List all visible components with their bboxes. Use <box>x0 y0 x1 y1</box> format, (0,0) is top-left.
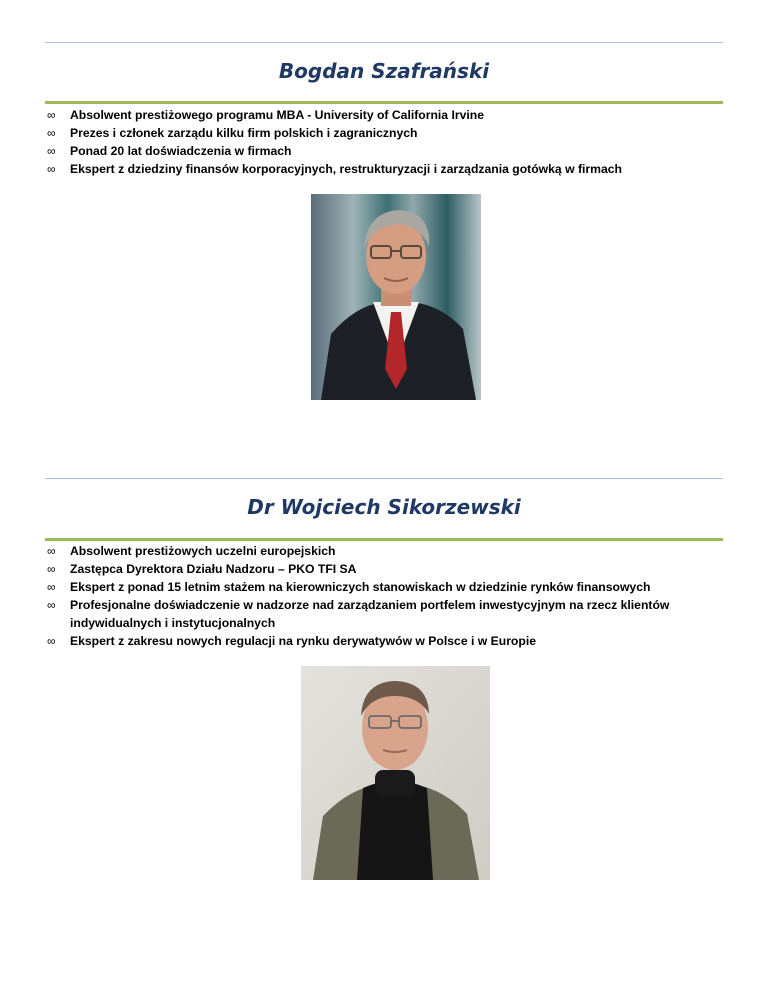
top-divider-1 <box>45 42 723 43</box>
top-divider-2 <box>45 478 723 479</box>
bio-item-text: Ekspert z zakresu nowych regulacji na rynku derywatywów w Polsce i w Europie <box>70 634 536 648</box>
infinity-bullet-icon: ∞ <box>47 562 56 576</box>
bio-item-text: Prezes i członek zarządu kilku firm polskich i zagranicznych <box>70 126 418 140</box>
infinity-bullet-icon: ∞ <box>47 144 56 158</box>
bio-list-1 <box>45 106 725 178</box>
infinity-bullet-icon: ∞ <box>47 544 56 558</box>
name-underline-2 <box>45 538 723 541</box>
infinity-bullet-icon: ∞ <box>47 580 56 594</box>
bio-item <box>45 106 725 124</box>
infinity-bullet-icon: ∞ <box>47 598 56 612</box>
bio-item <box>45 542 725 560</box>
infinity-bullet-icon: ∞ <box>47 108 56 122</box>
bio-item <box>45 124 725 142</box>
portrait-photo-2 <box>301 666 490 880</box>
bio-list-2 <box>45 542 725 650</box>
bio-item <box>45 160 725 178</box>
infinity-bullet-icon: ∞ <box>47 634 56 648</box>
infinity-bullet-icon: ∞ <box>47 126 56 140</box>
bio-item-text: Absolwent prestiżowego programu MBA - University of California Irvine <box>70 108 484 122</box>
bio-item <box>45 632 725 650</box>
name-underline-1 <box>45 101 723 104</box>
person-name-1: Bogdan Szafrański <box>278 59 490 83</box>
bio-item <box>45 560 725 578</box>
bio-item-text: Ponad 20 lat doświadczenia w firmach <box>70 144 292 158</box>
bio-item <box>45 596 725 632</box>
bio-item-text: Zastępca Dyrektora Działu Nadzoru – PKO TFI SA <box>70 562 357 576</box>
bio-item <box>45 578 725 596</box>
portrait-photo-1 <box>311 194 481 400</box>
bio-item <box>45 142 725 160</box>
bio-item-text: Ekspert z ponad 15 letnim stażem na kierowniczych stanowiskach w dziedzinie rynków finansowych <box>70 580 651 594</box>
person-name-2: Dr Wojciech Sikorzewski <box>247 495 521 519</box>
bio-item-text: Absolwent prestiżowych uczelni europejskich <box>70 544 336 558</box>
infinity-bullet-icon: ∞ <box>47 162 56 176</box>
bio-item-text: Profesjonalne doświadczenie w nadzorze nad zarządzaniem portfelem inwestycyjnym na rzecz klientów indywidualnych i instytucjonalnych <box>70 598 670 630</box>
bio-item-text: Ekspert z dziedziny finansów korporacyjnych, restrukturyzacji i zarządzania gotówką w firmach <box>70 162 622 176</box>
